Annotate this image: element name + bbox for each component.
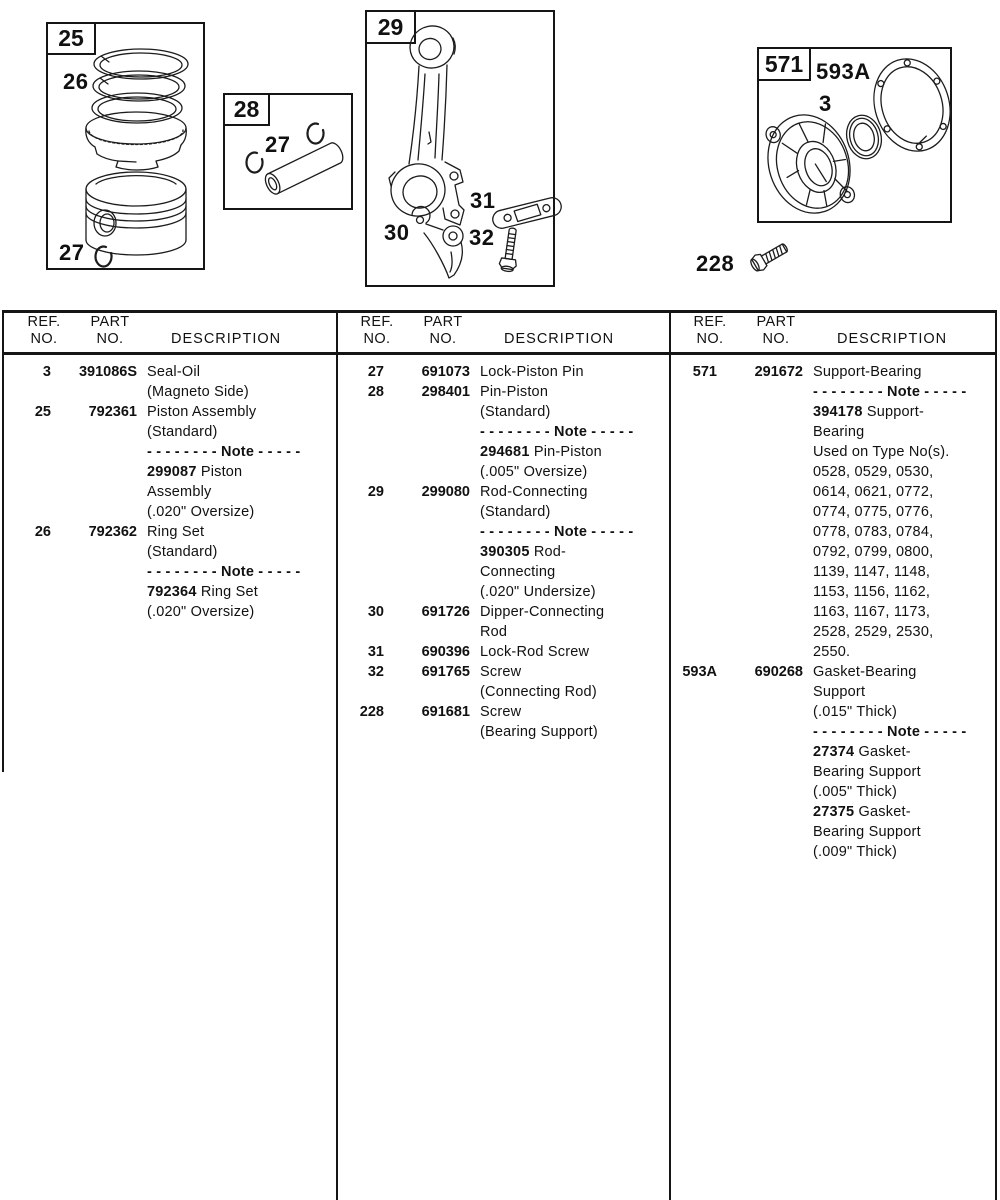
column-header [338, 312, 663, 352]
support-screw-illustration [745, 236, 795, 278]
description-line: Ring Set [147, 524, 205, 540]
support-bearing-art [756, 104, 863, 224]
description-line: Used on Type No(s). [813, 444, 950, 460]
description-line: (.020" Oversize) [147, 604, 255, 620]
description-line: (Connecting Rod) [480, 684, 597, 700]
parts-column-1 [5, 362, 333, 622]
ref-no-cell: 3 [42, 364, 51, 380]
description-line: 0792, 0799, 0800, [813, 544, 934, 560]
description-header: DESCRIPTION [171, 331, 282, 347]
callout-label: 593A [816, 59, 871, 84]
part-no-cell: 391086S [78, 364, 137, 380]
description-cell [470, 602, 666, 642]
description-line: Rod-Connecting [480, 484, 588, 500]
ref-no-cell: 593A [682, 664, 717, 680]
part-no-cell: 792362 [88, 524, 137, 540]
description-line: Dipper-Connecting [480, 604, 605, 620]
description-line: 27375 Gasket- [813, 804, 911, 820]
parts-column-2 [338, 362, 666, 742]
description-line: (Magneto Side) [147, 384, 249, 400]
description-line: 1139, 1147, 1148, [813, 564, 931, 580]
table-row [5, 402, 333, 522]
ref-no-cell: 28 [367, 384, 384, 400]
description-line: 27374 Gasket- [813, 744, 911, 760]
part-no-cell: 690268 [754, 664, 803, 680]
description-header: DESCRIPTION [504, 331, 615, 347]
description-line: 1153, 1156, 1162, [813, 584, 931, 600]
description-line: (.020" Undersize) [480, 584, 596, 600]
table-row [338, 642, 666, 662]
table-row [338, 362, 666, 382]
description-line: (Standard) [480, 504, 551, 520]
column-header [5, 312, 330, 352]
ref-callout-26 [63, 71, 88, 93]
description-line: Connecting [480, 564, 556, 580]
description-line: 0778, 0783, 0784, [813, 524, 934, 540]
callout-label: 3 [819, 91, 832, 116]
table-row [338, 482, 666, 602]
part-no-cell: 298401 [421, 384, 470, 400]
part-no-cell: 291672 [754, 364, 803, 380]
ref-no-cell: 29 [367, 484, 384, 500]
piston-illustration [48, 24, 207, 272]
description-line: 390305 Rod- [480, 544, 567, 560]
description-line: - - - - - - - - Note - - - - - [147, 444, 301, 460]
callout-label: 30 [384, 220, 410, 245]
rod-art [386, 22, 464, 225]
description-line: Pin-Piston [480, 384, 549, 400]
piston-body-art [86, 172, 186, 255]
description-line: (.020" Oversize) [147, 504, 255, 520]
part-no-cell: 299080 [421, 484, 470, 500]
part-no-header: PART NO. [423, 314, 463, 347]
description-cell [803, 362, 999, 662]
part-no-header: PART NO. [90, 314, 130, 347]
lock-plate-art [491, 196, 563, 230]
ref-no-cell: 31 [367, 644, 384, 660]
ref-no-cell: 571 [692, 364, 717, 380]
description-cell [470, 362, 666, 382]
ref-callout-30 [384, 222, 409, 244]
connecting-rod-panel [365, 10, 555, 287]
description-line: Piston Assembly [147, 404, 257, 420]
description-line: (.005" Oversize) [480, 464, 588, 480]
description-line: 294681 Pin-Piston [480, 444, 602, 460]
description-line: (.009" Thick) [813, 844, 898, 860]
ref-no-cell: 32 [367, 664, 384, 680]
table-header-border [2, 352, 997, 355]
part-no-cell: 691726 [421, 604, 470, 620]
description-line: 394178 Support- [813, 404, 925, 420]
description-line: - - - - - - - - Note - - - - - [147, 564, 301, 580]
description-cell [137, 362, 333, 402]
callout-label: 571 [764, 50, 804, 77]
ref-callout-228 [696, 253, 734, 275]
description-line: (.015" Thick) [813, 704, 898, 720]
ref-callout-32 [469, 227, 494, 249]
part-no-header: PART NO. [756, 314, 796, 347]
description-line: (Standard) [480, 404, 551, 420]
description-line: 792364 Ring Set [147, 584, 259, 600]
callout-label: 32 [469, 225, 495, 250]
table-row [5, 522, 333, 622]
description-line: Bearing [813, 424, 865, 440]
ref-callout-27-pin [265, 134, 290, 156]
description-line: Bearing Support [813, 824, 921, 840]
part-no-cell: 691765 [421, 664, 470, 680]
table-row [338, 702, 666, 742]
description-line: 0774, 0775, 0776, [813, 504, 934, 520]
description-cell [470, 382, 666, 482]
description-line: Screw [480, 704, 522, 720]
description-line: Assembly [147, 484, 212, 500]
table-row [671, 662, 999, 862]
connecting-rod-illustration [367, 12, 557, 289]
parts-column-3 [671, 362, 999, 862]
description-line: 1163, 1167, 1173, [813, 604, 931, 620]
description-cell [470, 702, 666, 742]
description-line: Support [813, 684, 866, 700]
description-cell [470, 662, 666, 702]
description-line: Lock-Rod Screw [480, 644, 590, 660]
callout-label: 28 [233, 96, 260, 122]
description-line: (Standard) [147, 544, 218, 560]
ring-set-art [86, 49, 188, 170]
description-cell [803, 662, 999, 862]
table-row [338, 602, 666, 642]
description-line: 2550. [813, 644, 851, 660]
description-line: (Bearing Support) [480, 724, 598, 740]
description-line: 0528, 0529, 0530, [813, 464, 934, 480]
ref-no-cell: 30 [367, 604, 384, 620]
callout-label: 27 [265, 132, 291, 157]
table-row [338, 662, 666, 702]
table-row [671, 362, 999, 662]
callout-label: 228 [696, 251, 735, 276]
description-line: (Standard) [147, 424, 218, 440]
description-line: - - - - - - - - Note - - - - - [813, 724, 967, 740]
description-line: - - - - - - - - Note - - - - - [813, 384, 967, 400]
ref-callout-31 [470, 190, 495, 212]
table-left-border [2, 310, 4, 772]
gasket-art [862, 49, 961, 161]
description-cell [137, 522, 333, 622]
description-cell [137, 402, 333, 522]
ref-callout-593A [816, 61, 871, 83]
description-line: 299087 Piston [147, 464, 243, 480]
table-row [5, 362, 333, 402]
column-header [671, 312, 996, 352]
ref-no-cell: 27 [367, 364, 384, 380]
table-row [338, 382, 666, 482]
description-line: 0614, 0621, 0772, [813, 484, 934, 500]
description-line: Screw [480, 664, 522, 680]
description-line: Rod [480, 624, 508, 640]
callout-label: 27 [59, 240, 85, 265]
ref-no-header: REF. NO. [360, 314, 394, 347]
description-line: Lock-Piston Pin [480, 364, 584, 380]
callout-label: 29 [377, 13, 404, 40]
part-no-cell: 691681 [421, 704, 470, 720]
description-line: (.005" Thick) [813, 784, 898, 800]
description-cell [470, 482, 666, 602]
description-header: DESCRIPTION [837, 331, 948, 347]
ref-no-header: REF. NO. [693, 314, 727, 347]
callout-label: 31 [470, 188, 496, 213]
ref-no-cell: 26 [34, 524, 51, 540]
rod-screw-art [498, 227, 521, 272]
ref-no-header: REF. NO. [27, 314, 61, 347]
part-no-cell: 690396 [421, 644, 470, 660]
ref-callout-27-piston [59, 242, 84, 264]
callout-label: 25 [58, 25, 84, 51]
description-line: 2528, 2529, 2530, [813, 624, 934, 640]
description-line: Seal-Oil [147, 364, 201, 380]
description-line: - - - - - - - - Note - - - - - [480, 424, 634, 440]
description-line: Gasket-Bearing [813, 664, 917, 680]
description-cell [470, 642, 666, 662]
part-no-cell: 691073 [421, 364, 470, 380]
ref-no-cell: 25 [34, 404, 51, 420]
description-line: Bearing Support [813, 764, 921, 780]
ref-callout-3 [819, 93, 832, 115]
piston-panel [46, 22, 205, 270]
callout-label: 26 [63, 69, 89, 94]
retainer-clip-icon [308, 124, 324, 144]
retainer-clip-icon [247, 153, 263, 173]
dipper-art [412, 207, 463, 278]
retainer-clip-icon [96, 247, 112, 267]
ref-no-cell: 228 [359, 704, 384, 720]
description-line: Support-Bearing [813, 364, 922, 380]
description-line: - - - - - - - - Note - - - - - [480, 524, 634, 540]
part-no-cell: 792361 [88, 404, 137, 420]
